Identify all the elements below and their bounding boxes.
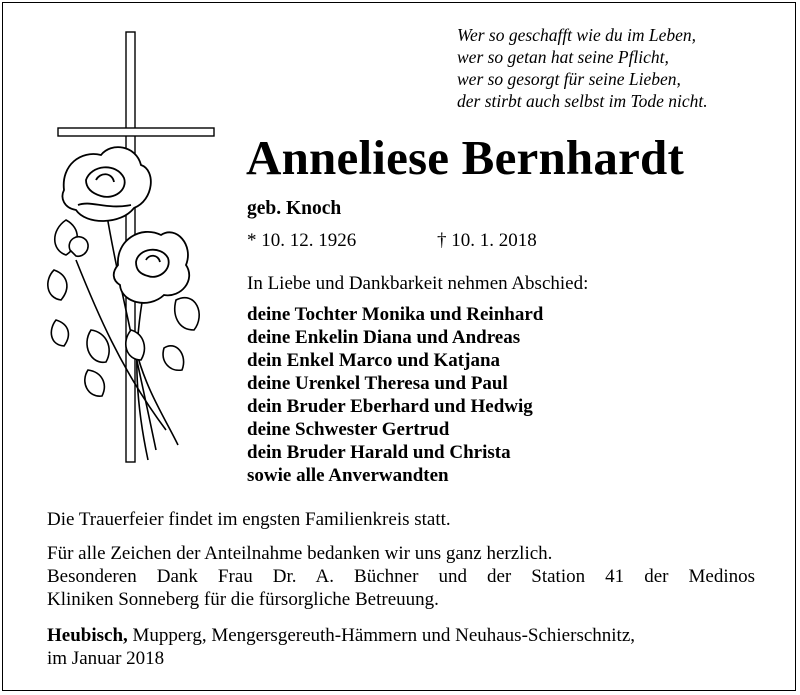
thanks-line: Besonderen Dank Frau Dr. A. Büchner und der Station 41 der Medinos	[47, 566, 755, 587]
poem-line: Wer so geschafft wie du im Leben,	[457, 25, 696, 45]
poem	[457, 24, 777, 112]
mourner-line: deine Urenkel Theresa und Paul	[247, 373, 508, 394]
date-line: im Januar 2018	[47, 648, 165, 669]
funeral-note: Die Trauerfeier findet im engsten Familienkreis statt.	[47, 509, 451, 530]
mourners-list	[247, 303, 543, 487]
deceased-name: Anneliese Bernhardt	[246, 130, 684, 185]
farewell-intro: In Liebe und Dankbarkeit nehmen Abschied:	[247, 273, 589, 294]
thanks-paragraph	[47, 542, 755, 611]
mourner-line: deine Schwester Gertrud	[247, 419, 450, 440]
death-date: † 10. 1. 2018	[437, 230, 537, 251]
mourner-line: dein Bruder Eberhard und Hedwig	[247, 396, 533, 417]
mourner-line: deine Tochter Monika und Reinhard	[247, 304, 544, 325]
poem-line: wer so getan hat seine Pflicht,	[457, 47, 669, 67]
poem-line: wer so gesorgt für seine Lieben,	[457, 69, 681, 89]
place-rest: Mupperg, Mengersgereuth-Hämmern und Neuhaus-Schierschnitz,	[127, 625, 636, 646]
mourner-line: dein Bruder Harald und Christa	[247, 442, 511, 463]
mourner-line: deine Enkelin Diana und Andreas	[247, 327, 521, 348]
poem-line: der stirbt auch selbst im Tode nicht.	[457, 91, 708, 111]
mourner-line: dein Enkel Marco und Katjana	[247, 350, 501, 371]
thanks-line: Für alle Zeichen der Anteilnahme bedanken wir uns ganz herzlich.	[47, 543, 553, 564]
thanks-line: Kliniken Sonneberg für die fürsorgliche Betreuung.	[47, 589, 439, 610]
birth-date: * 10. 12. 1926	[247, 230, 357, 251]
cross-with-roses-icon	[36, 30, 226, 470]
maiden-name: geb. Knoch	[247, 198, 342, 219]
mourner-line: sowie alle Anverwandten	[247, 465, 449, 486]
place-date-block	[47, 624, 755, 670]
place-bold: Heubisch,	[47, 625, 128, 646]
